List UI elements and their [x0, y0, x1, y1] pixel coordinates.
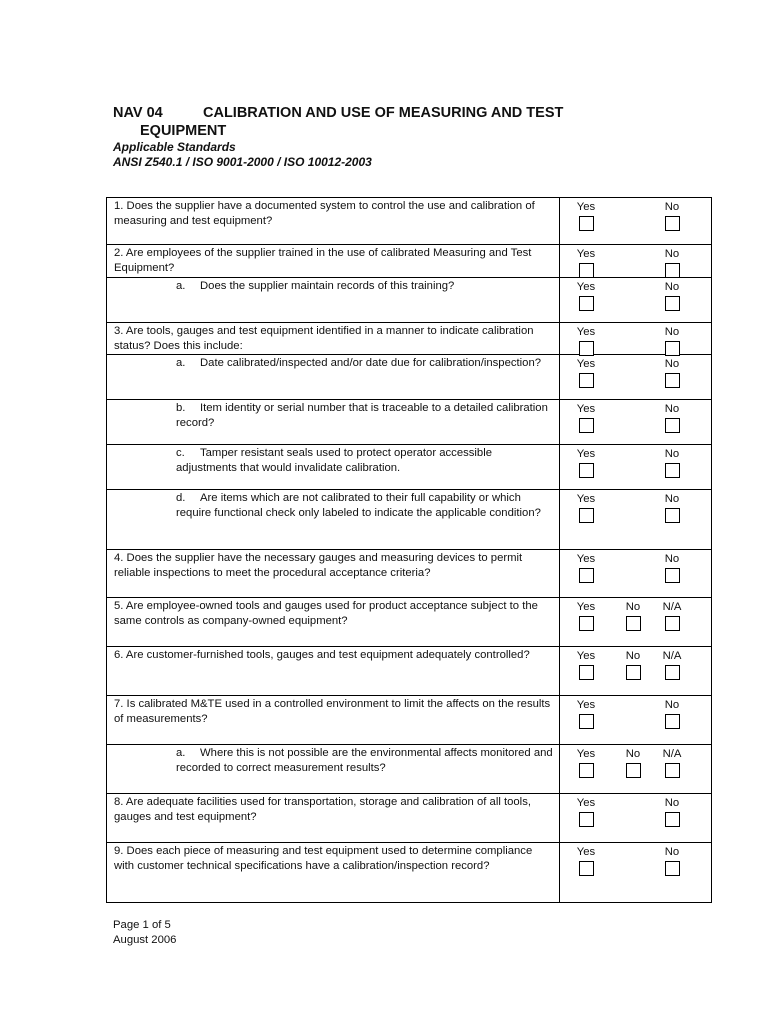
- no-checkbox[interactable]: [665, 418, 680, 433]
- standards-list: ANSI Z540.1 / ISO 9001-2000 / ISO 10012-2003: [113, 155, 372, 169]
- yes-option: [572, 492, 600, 523]
- yes-checkbox[interactable]: [579, 263, 594, 278]
- checklist-row: [107, 550, 712, 598]
- yes-checkbox[interactable]: [579, 296, 594, 311]
- answer-cell: [560, 647, 712, 696]
- answer-cell: [560, 355, 712, 400]
- no-option: [657, 325, 687, 356]
- checklist-row: [107, 843, 712, 903]
- page-number: Page 1 of 5: [113, 919, 171, 931]
- checklist-row: [107, 598, 712, 647]
- answer-options: [560, 323, 711, 354]
- sub-question-label: a.: [176, 357, 186, 369]
- document-title: CALIBRATION AND USE OF MEASURING AND TEST: [203, 105, 564, 121]
- sub-question-text: [107, 400, 559, 430]
- sub-question-text: [107, 445, 559, 475]
- question-cell: [107, 490, 560, 550]
- no-option: [657, 247, 687, 278]
- no-label: No: [664, 358, 680, 370]
- question-cell: [107, 647, 560, 696]
- question-text: 9. Does each piece of measuring and test equipment used to determine compliance with customer technical specifications have a calibration/inspection record?: [114, 845, 533, 872]
- yes-checkbox[interactable]: [579, 763, 594, 778]
- no-checkbox[interactable]: [665, 373, 680, 388]
- answer-options: [560, 696, 711, 744]
- checklist-row: [107, 198, 712, 245]
- checklist-row: [107, 400, 712, 445]
- question-text: 2. Are employees of the supplier trained in the use of calibrated Measuring and Test Equipment?: [114, 247, 532, 274]
- yes-checkbox[interactable]: [579, 418, 594, 433]
- no-checkbox[interactable]: [665, 463, 680, 478]
- yes-option: [572, 247, 600, 278]
- sub-question-body: Does the supplier maintain records of this training?: [200, 280, 455, 292]
- no-option: [657, 698, 687, 729]
- no-checkbox[interactable]: [626, 763, 641, 778]
- no-option: [657, 492, 687, 523]
- yes-label: Yes: [576, 748, 596, 760]
- question-cell: [107, 745, 560, 794]
- no-checkbox[interactable]: [665, 861, 680, 876]
- no-option: [657, 402, 687, 433]
- answer-options: [560, 745, 711, 793]
- yes-option: [572, 280, 600, 311]
- answer-cell: [560, 245, 712, 278]
- yes-label: Yes: [576, 326, 596, 338]
- answer-options: [560, 355, 711, 399]
- question-cell: [107, 278, 560, 323]
- no-checkbox[interactable]: [626, 665, 641, 680]
- checklist-row: [107, 355, 712, 400]
- no-label: No: [664, 846, 680, 858]
- no-option: [618, 747, 648, 778]
- no-option: [657, 357, 687, 388]
- question-cell: [107, 696, 560, 745]
- question-cell: [107, 550, 560, 598]
- no-label: No: [664, 699, 680, 711]
- answer-cell: [560, 445, 712, 490]
- question-cell: [107, 598, 560, 647]
- yes-option: [572, 649, 600, 680]
- na-option: [657, 747, 687, 778]
- yes-label: Yes: [576, 553, 596, 565]
- no-checkbox[interactable]: [665, 568, 680, 583]
- question-cell: [107, 323, 560, 355]
- question-text: 1. Does the supplier have a documented system to control the use and calibration of measuring and test equipment?: [114, 200, 535, 227]
- answer-options: [560, 598, 711, 646]
- answer-cell: [560, 400, 712, 445]
- no-label: No: [625, 748, 641, 760]
- answer-options: [560, 198, 711, 244]
- sub-question-text: [107, 490, 559, 520]
- no-label: No: [625, 601, 641, 613]
- question-text: 6. Are customer-furnished tools, gauges and test equipment adequately controlled?: [114, 649, 530, 661]
- answer-options: [560, 550, 711, 597]
- no-label: No: [664, 326, 680, 338]
- yes-option: [572, 747, 600, 778]
- no-label: No: [664, 403, 680, 415]
- sub-question-label: a.: [176, 747, 186, 759]
- answer-options: [560, 647, 711, 695]
- yes-label: Yes: [576, 403, 596, 415]
- no-checkbox[interactable]: [665, 216, 680, 231]
- na-label: N/A: [662, 650, 682, 662]
- answer-cell: [560, 696, 712, 745]
- no-option: [657, 845, 687, 876]
- no-checkbox[interactable]: [665, 341, 680, 356]
- no-option: [657, 552, 687, 583]
- yes-option: [572, 357, 600, 388]
- sub-question-text: [107, 278, 559, 294]
- no-label: No: [664, 493, 680, 505]
- question-cell: [107, 198, 560, 245]
- answer-options: [560, 490, 711, 549]
- page-footer: [113, 918, 176, 948]
- na-option: [657, 649, 687, 680]
- na-checkbox[interactable]: [665, 665, 680, 680]
- sub-question-body: Tamper resistant seals used to protect operator accessible adjustments that would invalidate calibration.: [176, 447, 492, 474]
- question-cell: [107, 245, 560, 278]
- answer-options: [560, 278, 711, 322]
- yes-checkbox[interactable]: [579, 373, 594, 388]
- checklist-row: [107, 445, 712, 490]
- no-option: [657, 796, 687, 827]
- question-text: 7. Is calibrated M&TE used in a controlled environment to limit the affects on the results of measurements?: [114, 698, 551, 725]
- sub-question-text: [107, 745, 559, 775]
- sub-question-body: Are items which are not calibrated to their full capability or which require functional check only labeled to indicate the applicable condition?: [176, 492, 541, 519]
- title-line: [113, 104, 673, 122]
- document-header: [113, 104, 673, 170]
- question-text: 3. Are tools, gauges and test equipment identified in a manner to indicate calibration status? Does this include:: [114, 325, 534, 352]
- checklist-row: [107, 647, 712, 696]
- answer-options: [560, 445, 711, 489]
- checklist-row: [107, 794, 712, 843]
- answer-cell: [560, 323, 712, 355]
- no-option: [657, 200, 687, 231]
- answer-cell: [560, 550, 712, 598]
- yes-label: Yes: [576, 846, 596, 858]
- question-cell: [107, 445, 560, 490]
- sub-question-label: d.: [176, 492, 186, 504]
- no-checkbox[interactable]: [665, 508, 680, 523]
- yes-label: Yes: [576, 493, 596, 505]
- checklist-row: [107, 278, 712, 323]
- document-title-continued: EQUIPMENT: [140, 123, 227, 139]
- na-label: N/A: [662, 601, 682, 613]
- sub-question-body: Where this is not possible are the environmental affects monitored and recorded to correct measurement results?: [176, 747, 553, 774]
- checklist-row: [107, 245, 712, 278]
- yes-checkbox[interactable]: [579, 812, 594, 827]
- no-label: No: [664, 281, 680, 293]
- answer-cell: [560, 490, 712, 550]
- no-label: No: [625, 650, 641, 662]
- yes-label: Yes: [576, 699, 596, 711]
- no-checkbox[interactable]: [665, 714, 680, 729]
- answer-options: [560, 794, 711, 842]
- yes-label: Yes: [576, 448, 596, 460]
- no-label: No: [664, 201, 680, 213]
- yes-option: [572, 447, 600, 478]
- na-checkbox[interactable]: [665, 616, 680, 631]
- answer-cell: [560, 843, 712, 903]
- checklist-row: [107, 696, 712, 745]
- sub-question-text: [107, 355, 559, 371]
- sub-question-label: b.: [176, 402, 186, 414]
- yes-checkbox[interactable]: [579, 463, 594, 478]
- yes-checkbox[interactable]: [579, 861, 594, 876]
- question-text: 5. Are employee-owned tools and gauges used for product acceptance subject to the same controls as company-owned equipment?: [114, 600, 538, 627]
- answer-cell: [560, 794, 712, 843]
- sub-question-label: a.: [176, 280, 186, 292]
- no-checkbox[interactable]: [665, 263, 680, 278]
- yes-checkbox[interactable]: [579, 665, 594, 680]
- applicable-standards-heading: Applicable Standards: [113, 140, 236, 154]
- na-checkbox[interactable]: [665, 763, 680, 778]
- yes-label: Yes: [576, 650, 596, 662]
- yes-checkbox[interactable]: [579, 341, 594, 356]
- question-text: 4. Does the supplier have the necessary gauges and measuring devices to permit reliable inspections to meet the procedural acceptance criteria?: [114, 552, 523, 579]
- no-label: No: [664, 797, 680, 809]
- no-checkbox[interactable]: [665, 296, 680, 311]
- na-label: N/A: [662, 748, 682, 760]
- checklist-row: [107, 490, 712, 550]
- no-option: [618, 600, 648, 631]
- sub-question-body: Item identity or serial number that is traceable to a detailed calibration record?: [176, 402, 548, 429]
- no-option: [657, 447, 687, 478]
- answer-cell: [560, 278, 712, 323]
- yes-option: [572, 600, 600, 631]
- checklist-row: [107, 323, 712, 355]
- no-checkbox[interactable]: [665, 812, 680, 827]
- yes-label: Yes: [576, 281, 596, 293]
- no-option: [618, 649, 648, 680]
- yes-label: Yes: [576, 358, 596, 370]
- yes-label: Yes: [576, 601, 596, 613]
- yes-checkbox[interactable]: [579, 568, 594, 583]
- yes-label: Yes: [576, 797, 596, 809]
- question-cell: [107, 355, 560, 400]
- sub-question-body: Date calibrated/inspected and/or date due for calibration/inspection?: [200, 357, 542, 369]
- sub-question-label: c.: [176, 447, 185, 459]
- yes-label: Yes: [576, 248, 596, 260]
- no-label: No: [664, 448, 680, 460]
- no-checkbox[interactable]: [626, 616, 641, 631]
- answer-options: [560, 400, 711, 444]
- answer-cell: [560, 745, 712, 794]
- yes-option: [572, 200, 600, 231]
- answer-cell: [560, 598, 712, 647]
- yes-option: [572, 845, 600, 876]
- question-cell: [107, 843, 560, 903]
- na-option: [657, 600, 687, 631]
- answer-options: [560, 245, 711, 277]
- answer-cell: [560, 198, 712, 245]
- yes-option: [572, 796, 600, 827]
- yes-checkbox[interactable]: [579, 616, 594, 631]
- yes-checkbox[interactable]: [579, 714, 594, 729]
- yes-option: [572, 325, 600, 356]
- yes-checkbox[interactable]: [579, 508, 594, 523]
- yes-option: [572, 402, 600, 433]
- document-code: NAV 04: [113, 105, 163, 121]
- yes-label: Yes: [576, 201, 596, 213]
- question-text: 8. Are adequate facilities used for transportation, storage and calibration of all tools, gauges and test equipment?: [114, 796, 531, 823]
- question-cell: [107, 794, 560, 843]
- no-label: No: [664, 248, 680, 260]
- no-option: [657, 280, 687, 311]
- checklist-row: [107, 745, 712, 794]
- yes-option: [572, 698, 600, 729]
- no-label: No: [664, 553, 680, 565]
- yes-option: [572, 552, 600, 583]
- question-cell: [107, 400, 560, 445]
- answer-options: [560, 843, 711, 902]
- audit-checklist-table: [106, 197, 712, 903]
- yes-checkbox[interactable]: [579, 216, 594, 231]
- revision-date: August 2006: [113, 934, 177, 946]
